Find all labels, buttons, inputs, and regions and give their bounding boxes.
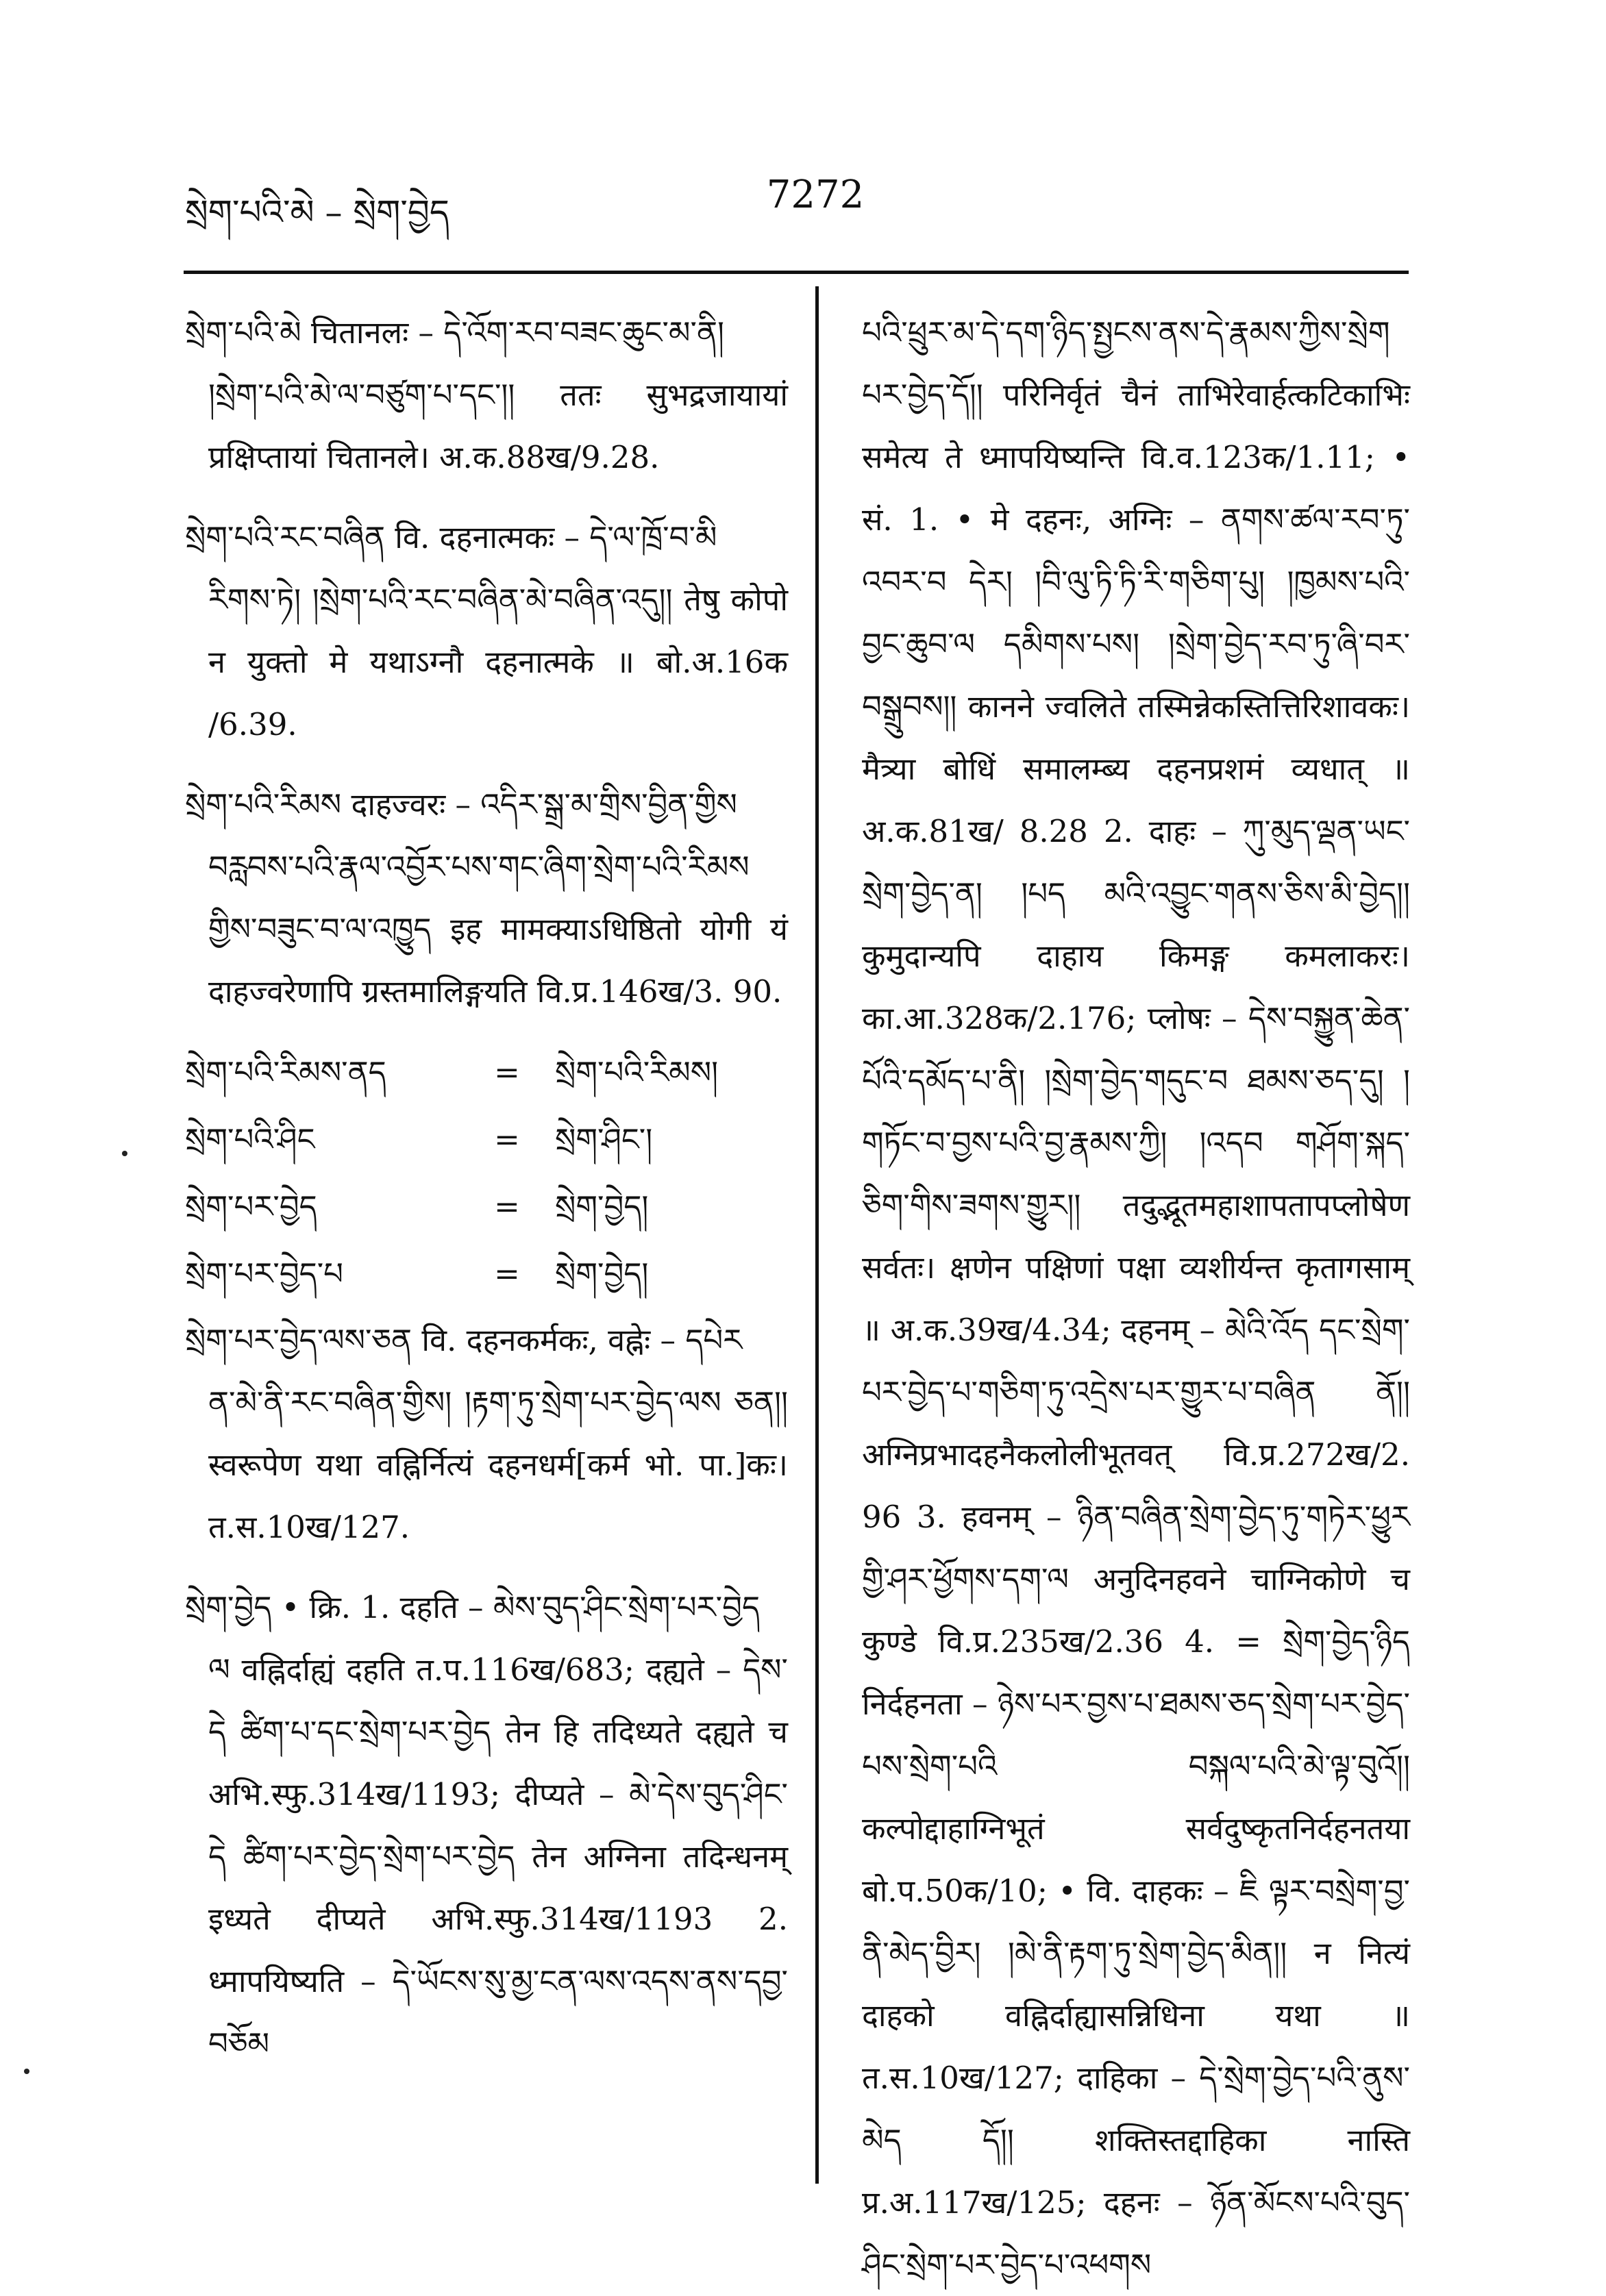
xref-headword: སྲེག་པའི་རིམས་ནད [185,1053,386,1090]
xref-equals: = [494,1255,520,1292]
entry-dahajvara [185,773,788,1023]
scan-speck [24,2069,29,2074]
page-number: 7272 [766,173,865,217]
xref-equals: = [494,1053,520,1090]
running-header-headwords: སྲེག་པའི་མེ – སྲེག་བྱེད [185,192,449,232]
entry-body: །སྲེག་པའི་མེ་ལ་བཙུག་པ་དང་།། ततः सुभद्रजायायां प्रक्षिप्तायां चितानले। अ.क.88ख/9.28. [208,377,788,475]
entry-sreg-byed [185,1576,788,2075]
header-rule [184,271,1409,274]
entry-continuation: པའི་ཕྲུར་མ་དེ་དག་ཉིད་སྤྱངས་ནས་དེ་རྣམས་ཀྱིས་སྲེག པར་བྱེད་དོ།། परिनिर्वृतं चैनं ताभिरेवार्हत्कटिकाभिः समेत्य ते ध्मापयिष्यन्ति वि.व.123क/1.11; • सं. 1. • मे दहनः, अग्निः – ནགས་ཚལ་རབ་ཏུ་འབར་བ དེར། །བི་ལུ་ཏི་ཏི་རི་གཅིག་པུ། །ཁྱམས་པའི་བྱང་ཆུབ་ལ དམིགས་པས། །སྲེག་བྱེད་རབ་ཏུ་ཞི་བར་བསྒྲུབས།། कानने ज्वलिते तस्मिन्नेकस्तित्तिरिशावकः। मैत्र्या बोधिं समालम्ब्य दहनप्रशमं व्यधात् ॥ अ.क.81ख/ 8.28 2. दाहः – ཀུ་མུད་ལྡན་ཡང་སྲེག་བྱེད་ན། །པད མའི་འབྱུང་གནས་ཅིས་མི་བྱེད།། कुमुदान्यपि दाहाय किमङ्ग कमलाकरः। का.आ.328क/2.176; प्लोषः – དེས་བསྐྱུན་ཆེན་པོའི་དམོད་པ་ནི། །སྲེག་བྱེད་གདུང་བ ཐམས་ཅད་དུ། །གཏོང་བ་བྱས་པའི་བྱ་རྣམས་ཀྱི། །འདབ གཤོག་སྐད་ཅིག་གིས་ཟགས་གྱུར།། तदुद्भूतमहाशापतापप्लोषेण सर्वतः। क्षणेन पक्षिणां पक्षा व्यशीर्यन्त कृतागसाम् ॥ अ.क.39ख/4.34; दहनम् – མེའི་འོད དང་སྲེག་པར་བྱེད་པ་གཅིག་ཏུ་འདྲེས་པར་གྱུར་པ་བཞིན ནོ།། अग्निप्रभादहनैकलोलीभूतवत् वि.प्र.272ख/2. 96 3. हवनम् – ཉིན་བཞིན་སྲེག་བྱེད་ཏུ་གཏེར་ཕྱུར གྱི་ཤར་ཕྱོགས་དག་ལ अनुदिनहवने चाग्निकोणे च कुण्डे वि.प्र.235ख/2.36 4. = སྲེག་བྱེད་ཉིད निर्दहनता – ཉེས་པར་བྱས་པ་ཐམས་ཅད་སྲེག་པར་བྱེད་པས་སྲེག་པའི བསྐལ་པའི་མེ་ལྟ་བུའོ།། कल्पोद्दाहाग्निभूतं सर्वदुष्कृतनिर्दहनतया बो.प.50क/10; • वि. दाहकः – ཇི ལྟར་བསྲེག་བྱ་ནི་མེད་བྱིར། །མེ་ནི་རྟག་ཏུ་སྲེག་བྱེད་མིན།། न नित्यं दाहको वह्निर्दाह्यासन्निधिना यथा ॥ त.स.10ख/127; दाहिका – དེ་སྲེག་བྱེད་པའི་ནུས་མེད དོ།། शक्तिस्तद्दाहिका नास्ति प्र.अ.117ख/125; दहनः – ཉོན་མོངས་པའི་བུད་ཤིང་སྲེག་པར་བྱེད་པ་འཕགས [862,314,1410,2283]
entry-first-line: སྲེག་པར་བྱེད་ལས་ཅན वि. दहनकर्मकः, वह्नेः – དཔེར [185,1322,743,1358]
entry-body: ན་མེ་ནི་རང་བཞིན་གྱིས། །རྟག་ཏུ་སྲེག་པར་བྱེད་ལས ཅན།། स्वरूपेण यथा वह्निर्नित्यं दहनधर्म[कर्म भो. पा.]कः। त.स.10ख/127. [208,1384,788,1545]
entry-dahanatmaka [185,506,788,756]
cross-reference-row [185,1175,788,1238]
entry-body: ལ वह्निर्दाह्यं दहति त.प.116ख/683; दह्यते – དེས་དེ ཚིག་པ་དང་སྲེག་པར་བྱེད तेन हि तदिध्यते दह्यते च अभि.स्फु.314ख/1193; दीप्यते – མེ་དེས་བུད་ཤིང་དེ ཚིག་པར་བྱེད་སྲེག་པར་བྱེད तेन अग्निना तदिन्धनम् इध्यते दीप्यते अभि.स्फु.314ख/1193 2. ध्मापयिष्यति – དེ་ཡོངས་སུ་མྱ་ངན་ལས་འདས་ནས་དབྱ་བཅོམ [208,1651,788,2062]
entry-body: རིགས་ཏེ། །སྲེག་པའི་རང་བཞིན་མེ་བཞིན་འདུ།། तेषु कोपो न युक्तो मे यथाऽग्नौ दहनात्मके ॥ बो.अ.16क /6.39. [208,582,788,743]
xref-headword: སྲེག་པར་བྱེད་པ [185,1255,344,1292]
scan-speck [122,1151,127,1156]
right-column [862,301,1410,2296]
xref-headword: སྲེག་པར་བྱེད [185,1188,317,1225]
column-divider [815,286,819,2184]
entry-dahanakarmaka [185,1309,788,1558]
cross-reference-row [185,1108,788,1171]
xref-equals: = [494,1188,520,1225]
xref-target: སྲེག་པའི་རིམས། [555,1053,719,1090]
entry-first-line: སྲེག་པའི་རིམས दाहज्वरः – འདིར་སྒྲ་མ་གྲིས་བྱིན་གྱིས [185,786,737,823]
entry-first-line: སྲེག་པའི་མེ चितानलः – དེ་འོག་རབ་བཟང་ཆུང་མ་ནི། [185,314,724,351]
left-column [185,301,788,2093]
entry-body: བརླབས་པའི་རྣལ་འབྱོར་པས་གང་ཞིག་སྲེག་པའི་རིམས གྱིས་བཟུང་བ་ལ་འཁྱུད इह मामक्याऽधिष्ठितो योगी यं दाहज्वरेणापि ग्रस्तमालिङ्गयति वि.प्र.146ख/3. 90. [208,849,788,1010]
cross-reference-row [185,1040,788,1103]
entry-first-line: སྲེག་པའི་རང་བཞིན वि. दहनात्मकः – དེ་ལ་ཁྲོ་བ་མི [185,519,717,556]
cross-reference-row [185,1242,788,1305]
entry-first-line: སྲེག་བྱེད • क्रि. 1. दहति – མེས་བུད་ཤིང་སྲེག་པར་བྱེད [185,1589,761,1625]
xref-target: སྲེག་ཤིང་། [555,1121,653,1158]
xref-equals: = [494,1121,520,1158]
entry-chitanala [185,301,788,488]
xref-target: སྲེག་བྱེད། [555,1255,649,1292]
xref-headword: སྲེག་པའི་ཤིང [185,1121,315,1158]
xref-target: སྲེག་བྱེད། [555,1188,649,1225]
